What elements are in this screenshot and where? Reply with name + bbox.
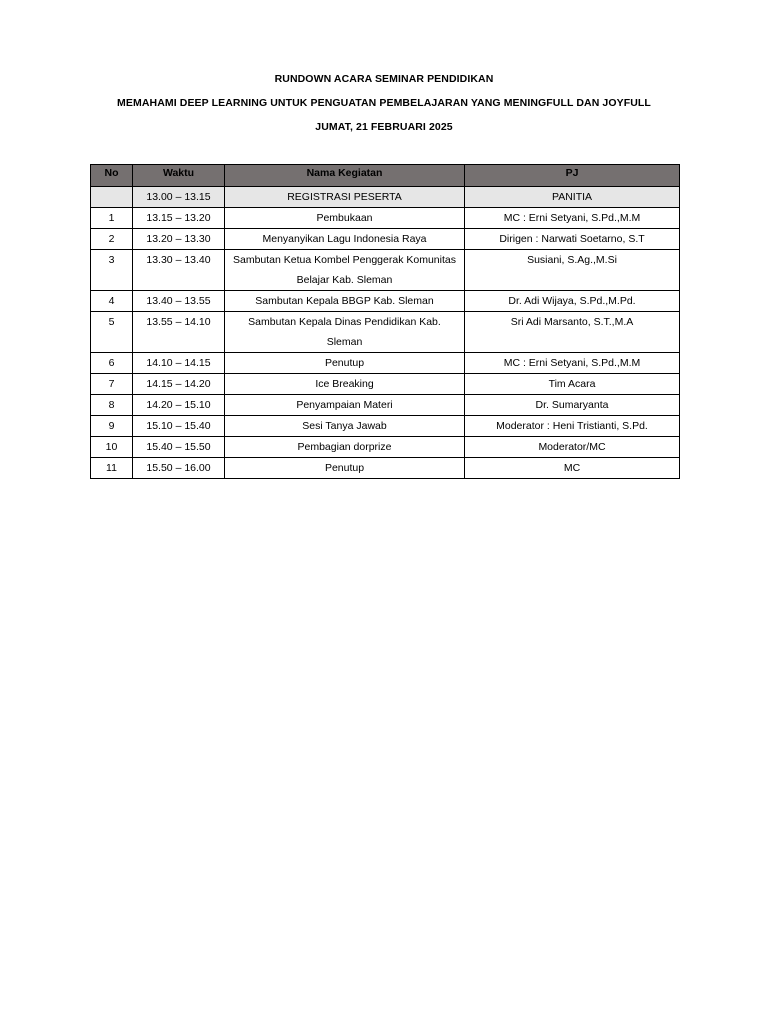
cell-no: 10 [91, 437, 133, 458]
table-row [91, 416, 680, 437]
column-header-nama-kegiatan: Nama Kegiatan [225, 165, 465, 187]
table-row [91, 437, 680, 458]
table-header-row [91, 165, 680, 187]
cell-nama-kegiatan: Menyanyikan Lagu Indonesia Raya [225, 229, 465, 250]
cell-nama-kegiatan: Sesi Tanya Jawab [225, 416, 465, 437]
cell-pj: Tim Acara [465, 374, 680, 395]
table-row [91, 250, 680, 291]
column-header-waktu: Waktu [133, 165, 225, 187]
cell-no: 5 [91, 312, 133, 353]
cell-waktu: 13.15 – 13.20 [133, 208, 225, 229]
cell-waktu: 13.40 – 13.55 [133, 291, 225, 312]
cell-nama-kegiatan: Pembukaan [225, 208, 465, 229]
cell-waktu: 14.10 – 14.15 [133, 353, 225, 374]
table-row [91, 353, 680, 374]
cell-waktu: 13.55 – 14.10 [133, 312, 225, 353]
cell-waktu: 15.10 – 15.40 [133, 416, 225, 437]
cell-pj: Moderator : Heni Tristianti, S.Pd. [465, 416, 680, 437]
table-row [91, 395, 680, 416]
cell-nama-kegiatan: Pembagian dorprize [225, 437, 465, 458]
cell-no: 8 [91, 395, 133, 416]
table-row [91, 458, 680, 479]
column-header-no: No [91, 165, 133, 187]
cell-no: 11 [91, 458, 133, 479]
cell-no: 3 [91, 250, 133, 291]
cell-nama-kegiatan: Sambutan Kepala Dinas Pendidikan Kab. Sleman [225, 312, 465, 353]
table-row [91, 374, 680, 395]
cell-no: 2 [91, 229, 133, 250]
cell-no: 4 [91, 291, 133, 312]
column-header-pj: PJ [465, 165, 680, 187]
cell-pj: MC : Erni Setyani, S.Pd.,M.M [465, 208, 680, 229]
cell-pj: MC : Erni Setyani, S.Pd.,M.M [465, 353, 680, 374]
document-title: RUNDOWN ACARA SEMINAR PENDIDIKAN [274, 73, 494, 85]
cell-nama-kegiatan: REGISTRASI PESERTA [225, 187, 465, 208]
cell-pj: Dr. Sumaryanta [465, 395, 680, 416]
cell-waktu: 14.15 – 14.20 [133, 374, 225, 395]
cell-waktu: 13.00 – 13.15 [133, 187, 225, 208]
cell-nama-kegiatan: Penyampaian Materi [225, 395, 465, 416]
cell-nama-kegiatan: Sambutan Ketua Kombel Penggerak Komunitas Belajar Kab. Sleman [225, 250, 465, 291]
cell-nama-kegiatan: Penutup [225, 353, 465, 374]
document-date: JUMAT, 21 FEBRUARI 2025 [315, 121, 453, 133]
table-row [91, 229, 680, 250]
cell-pj: Susiani, S.Ag.,M.Si [465, 250, 680, 291]
document-subtitle: MEMAHAMI DEEP LEARNING UNTUK PENGUATAN PEMBELAJARAN YANG MENINGFULL DAN JOYFULL [117, 97, 651, 109]
cell-waktu: 15.50 – 16.00 [133, 458, 225, 479]
cell-no [91, 187, 133, 208]
table-row [91, 208, 680, 229]
table-row [91, 187, 680, 208]
cell-waktu: 14.20 – 15.10 [133, 395, 225, 416]
cell-pj: PANITIA [465, 187, 680, 208]
cell-nama-kegiatan: Ice Breaking [225, 374, 465, 395]
cell-pj: Moderator/MC [465, 437, 680, 458]
cell-pj: Dirigen : Narwati Soetarno, S.T [465, 229, 680, 250]
cell-pj: Dr. Adi Wijaya, S.Pd.,M.Pd. [465, 291, 680, 312]
table-row [91, 312, 680, 353]
cell-nama-kegiatan: Sambutan Kepala BBGP Kab. Sleman [225, 291, 465, 312]
cell-pj: MC [465, 458, 680, 479]
cell-waktu: 13.30 – 13.40 [133, 250, 225, 291]
cell-pj: Sri Adi Marsanto, S.T.,M.A [465, 312, 680, 353]
cell-no: 9 [91, 416, 133, 437]
cell-waktu: 13.20 – 13.30 [133, 229, 225, 250]
rundown-table [90, 164, 680, 479]
cell-no: 7 [91, 374, 133, 395]
table-row [91, 291, 680, 312]
cell-no: 1 [91, 208, 133, 229]
cell-nama-kegiatan: Penutup [225, 458, 465, 479]
table-body [91, 187, 680, 479]
cell-waktu: 15.40 – 15.50 [133, 437, 225, 458]
cell-no: 6 [91, 353, 133, 374]
